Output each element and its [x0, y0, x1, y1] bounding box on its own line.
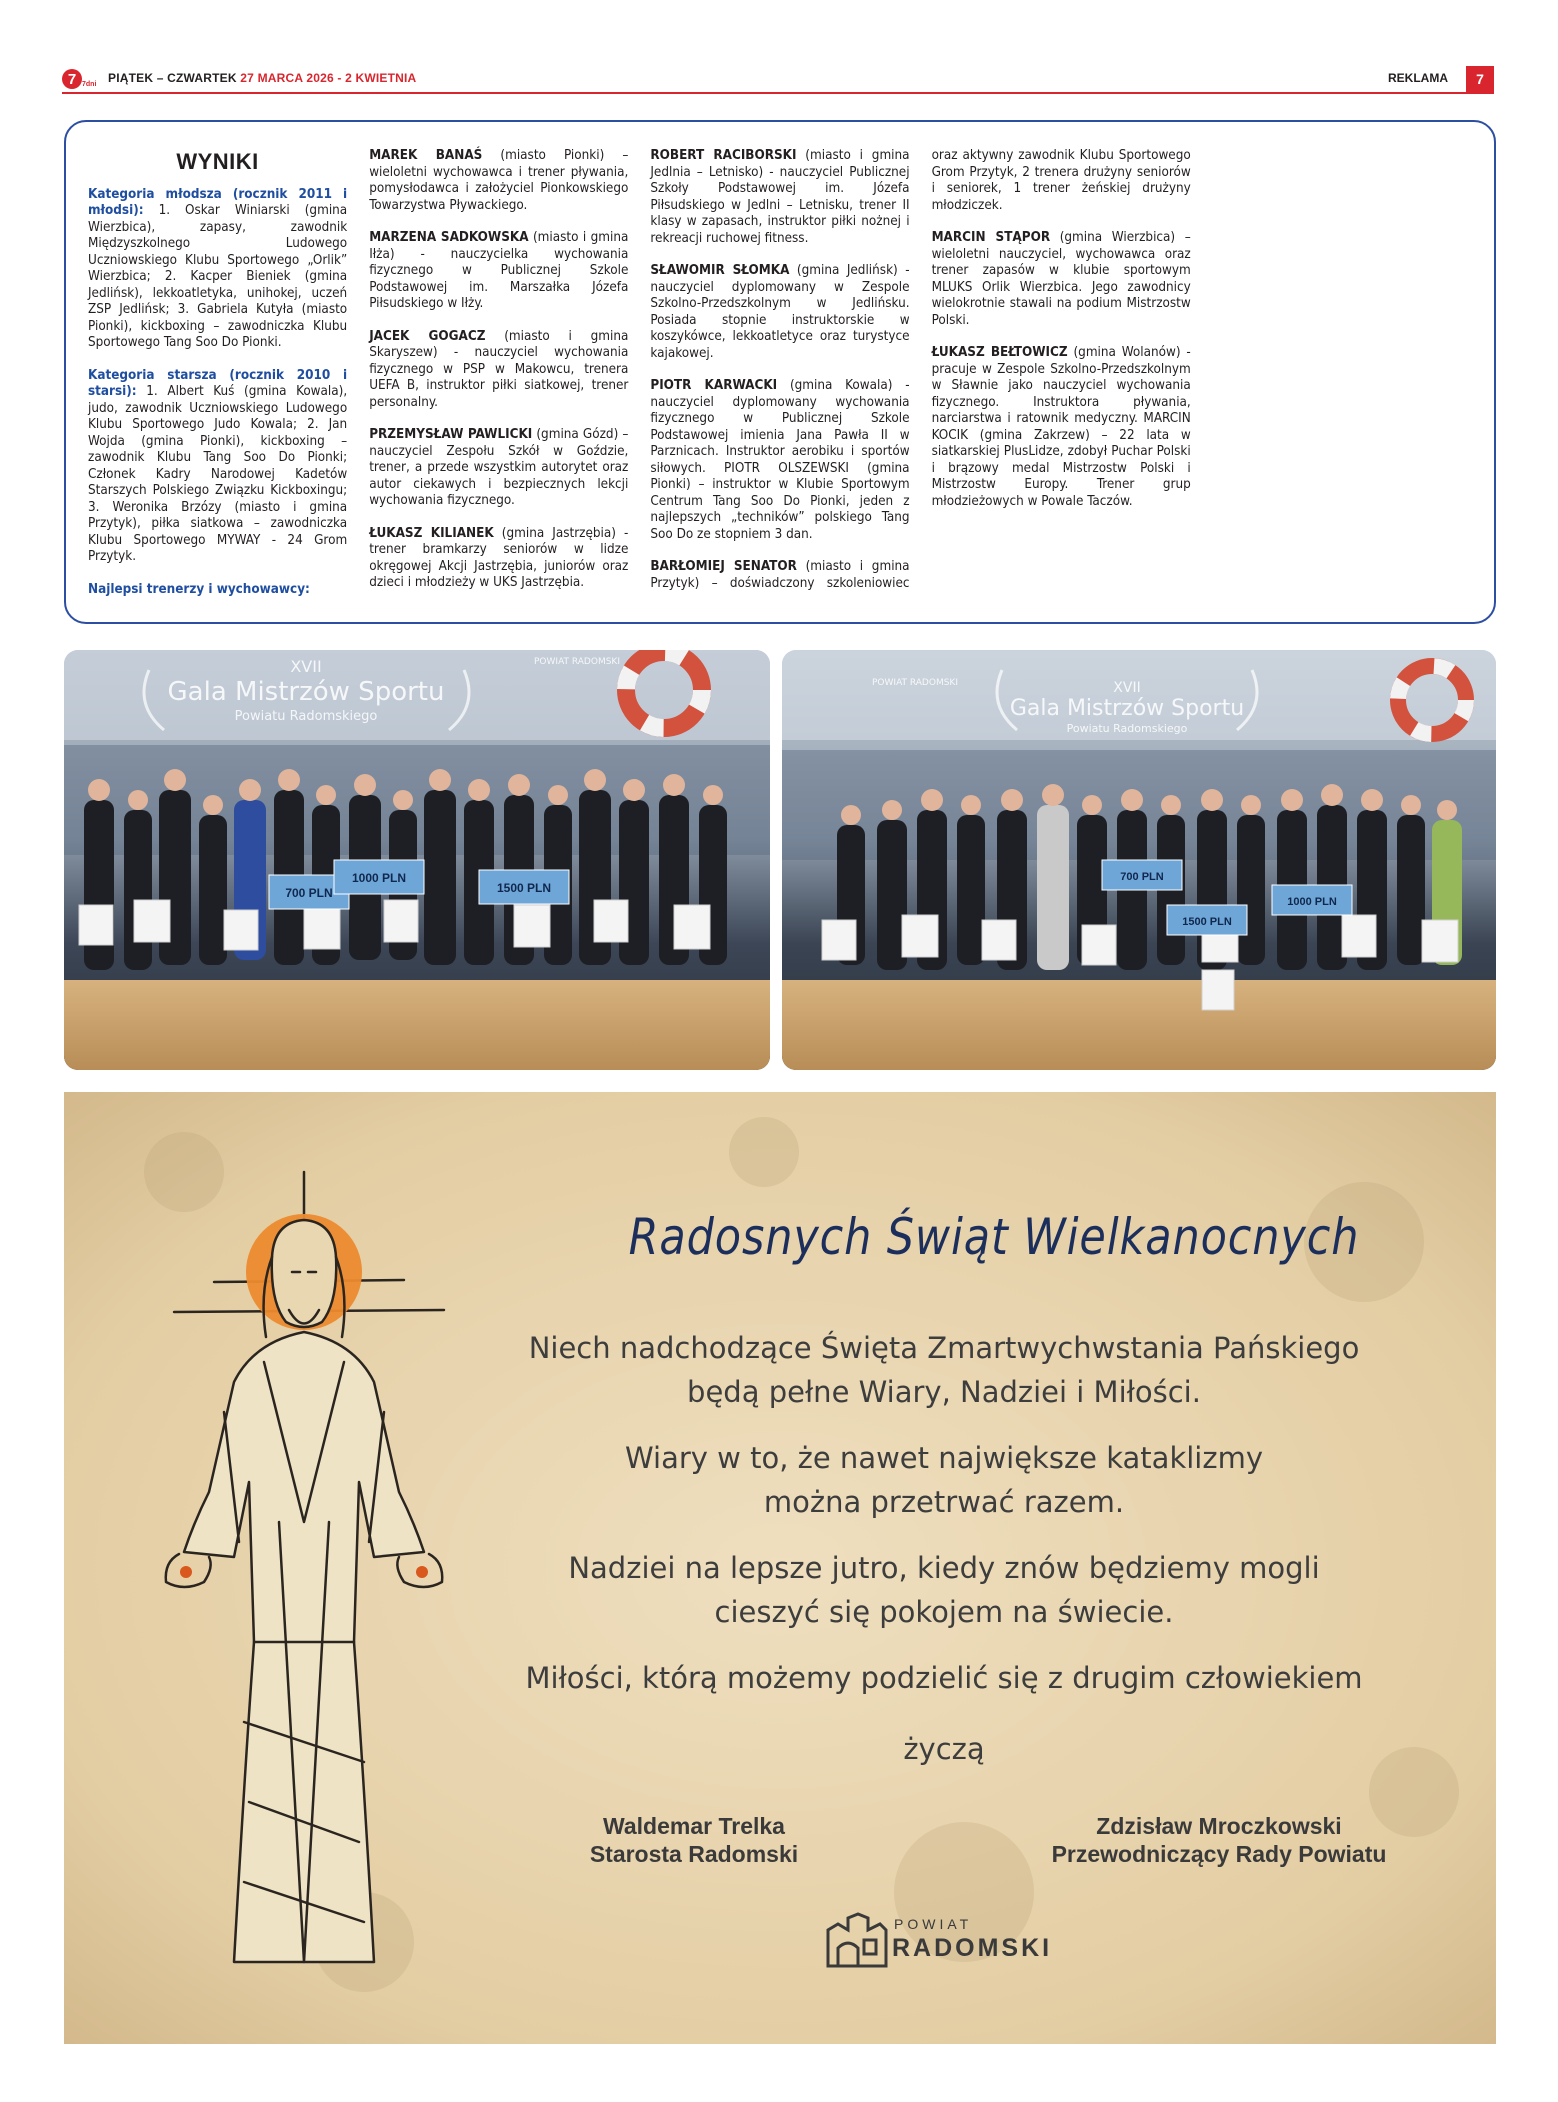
- ad-line: Wiary w to, że nawet największe kataklizmy: [625, 1441, 1263, 1475]
- coach-entry: [932, 345, 1191, 510]
- coach-text: (miasto i gmina Iłża) - nauczycielka wychowania fizycznego w Publicznej Szkole Podstawowej im. Marszałka Józefa Piłsudskiego w Iłży.: [369, 230, 629, 311]
- ad-paragraph-love: [404, 1656, 1484, 1700]
- coach-text: (miasto i gmina Skaryszew) - nauczyciel wychowania fizycznego w PSP w Makowcu, trenera UEFA B, instruktor piłki siatkowej, trener personalny.: [369, 328, 629, 410]
- issue-date: [108, 71, 416, 85]
- ad-paragraph-faith-intro: [404, 1326, 1484, 1414]
- coach-text: (gmina Kowala) - nauczyciel dyplomowany wychowania fizycznego w Publicznej Szkole Podstawowej imienia Jana Pawła II w Parznicach. Instruktor aerobiku i sportów siłowych. PIOTR OLSZEWSKI (gmina Pionki) – instruktor w Klubie Sportowym Centrum Tang Soo Do Pionki, jeden z najlepszych „techników” polskiego Tang Soo Do ze stopniem 3 dan.: [650, 378, 910, 542]
- coach-name: MARZENA SADKOWSKA: [369, 230, 529, 245]
- ad-line: cieszyć się pokojem na świecie.: [714, 1595, 1174, 1629]
- younger-category-heading: Kategoria młodsza (rocznik 2011 i młodsi):: [88, 186, 348, 218]
- coach-name: MAREK BANAŚ: [369, 148, 483, 163]
- prize-card-label: 1500 PLN: [1182, 916, 1232, 928]
- ad-heading: Radosnych Świąt Wielkanocnych: [628, 1208, 1360, 1266]
- coach-name: ŁUKASZ BEŁTOWICZ: [931, 345, 1068, 360]
- prize-card-label: 700 PLN: [285, 886, 333, 900]
- ad-paragraph-faith: [404, 1436, 1484, 1524]
- older-category: [88, 368, 347, 566]
- coach-entry: [650, 148, 909, 247]
- prize-card-label: 1000 PLN: [351, 871, 407, 885]
- coach-text: (gmina Wolanów) - pracuje w Zespole Szkolno-Przedszkolnym w Sławnie jako nauczyciel wychowania fizycznego. Instruktora pływania, narciarstwa i ratownik medyczny. MARCIN KOCIK (gmina Zakrzew) – 22 lata w siatkarskiej PlusLidze, zdobył Puchar Polski i brązowy medal Mistrzostw Polski i Mistrzostw Europy. Trener grup młodzieżowych w Powale Taczów.: [931, 345, 1191, 509]
- page-number: 7: [1466, 66, 1494, 92]
- svg-text:7dni: 7dni: [82, 81, 97, 88]
- results-columns: [88, 148, 1472, 608]
- coach-text: (gmina Wierzbica) – wieloletni nauczyciel, wychowawca oraz trener zapasów w klubie sportowym MLUKS Orlik Wierzbica. Jego zawodnicy wielokrotnie stawali na podium Mistrzostw Polski.: [931, 230, 1191, 328]
- signature-name: Zdzisław Mroczkowski: [1096, 1813, 1342, 1839]
- issue-date-range: 27 MARCA 2026 - 2 KWIETNIA: [240, 71, 417, 85]
- coach-name: PRZEMYSŁAW PAWLICKI: [369, 427, 533, 442]
- coaches-heading: Najlepsi trenerzy i wychowawcy:: [88, 581, 310, 597]
- coach-entry: [369, 230, 628, 313]
- gala-photo-left-illustration: [64, 650, 770, 1070]
- signature-starosta: [544, 1812, 844, 1868]
- coach-entry: [369, 526, 628, 592]
- coach-entry: [650, 263, 909, 362]
- event-brand: POWIAT RADOMSKI: [872, 678, 958, 688]
- signature-chairman: [999, 1812, 1439, 1868]
- gala-photo-right: [782, 650, 1496, 1070]
- signature-role: Starosta Radomski: [589, 1841, 799, 1867]
- ad-line: będą pełne Wiary, Nadziei i Miłości.: [687, 1375, 1201, 1409]
- signature-role: Przewodniczący Rady Powiatu: [1051, 1841, 1387, 1867]
- coaches-section: [88, 582, 347, 599]
- event-subtitle: Powiatu Radomskiego: [1066, 722, 1188, 735]
- newspaper-logo: [62, 68, 102, 90]
- ad-line: Nadziei na lepsze jutro, kiedy znów będziemy mogli: [568, 1551, 1320, 1585]
- results-title: WYNIKI: [176, 149, 259, 174]
- coach-entry: [369, 329, 628, 412]
- coach-name: ŁUKASZ KILIANEK: [369, 525, 494, 541]
- logo-powiat: POWIAT: [894, 1916, 973, 1932]
- coach-name: PIOTR KARWACKI: [650, 378, 778, 393]
- results-box: [64, 120, 1496, 624]
- ad-line: można przetrwać razem.: [763, 1485, 1125, 1519]
- coach-name: BARŁOMIEJ SENATOR: [650, 559, 797, 574]
- gala-photo-left: [64, 650, 770, 1070]
- coach-entry: [369, 148, 628, 214]
- coach-text: (gmina Gózd) – nauczyciel Zespołu Szkół w Goździe, trener, a przede wszystkim autorytet oraz autor ciekawych i bezpiecznych lekcji wychowania fizycznego.: [369, 427, 629, 508]
- coach-text: (gmina Jastrzębia) - trener bramkarzy seniorów w lidze okręgowej Akcji Jastrzębia, juniorów oraz dzieci i młodzieży w UKS Jastrzębia.: [369, 525, 629, 590]
- event-edition: XVII: [1113, 680, 1141, 696]
- ad-line: Miłości, którą możemy podzielić się z drugim człowiekiem: [525, 1661, 1363, 1695]
- easter-advertisement: [64, 1092, 1496, 2044]
- coach-text: (miasto Pionki) – wieloletni wychowawca i trener pływania, pomysłodawca i założyciel Pionkowskiego Towarzystwa Pływackiego.: [369, 148, 629, 213]
- prize-card-label: 1500 PLN: [496, 881, 552, 895]
- prize-card-label: 700 PLN: [1120, 871, 1164, 883]
- issue-days: PIĄTEK – CZWARTEK: [108, 71, 237, 85]
- coach-name: JACEK GOGACZ: [369, 328, 486, 344]
- older-category-heading: Kategoria starsza (rocznik 2010 i starsi):: [88, 367, 348, 399]
- event-subtitle: Powiatu Radomskiego: [234, 709, 378, 724]
- coach-entry: [932, 230, 1191, 329]
- coach-name: MARCIN STĄPOR: [931, 230, 1051, 245]
- coach-text: (miasto i gmina Jedlnia – Letnisko) - nauczyciel Publicznej Szkoły Podstawowej im. Józefa Piłsudskiego w Jedlni – Letnisku, trener II klasy w zapasach, instruktor piłki nożnej i rekreacji ruchowej fitness.: [650, 148, 910, 246]
- svg-text:7: 7: [67, 71, 77, 88]
- coach-entry: [650, 378, 909, 543]
- event-edition: XVII: [290, 657, 322, 676]
- younger-category: [88, 187, 347, 352]
- page-header: [62, 66, 1494, 94]
- logo-radomski: RADOMSKI: [892, 1934, 1053, 1962]
- gala-photo-right-illustration: [782, 650, 1496, 1070]
- event-title: Gala Mistrzów Sportu: [167, 677, 445, 707]
- coach-name: ROBERT RACIBORSKI: [650, 148, 797, 163]
- coach-name: SŁAWOMIR SŁOMKA: [650, 263, 790, 278]
- event-brand: POWIAT RADOMSKI: [534, 657, 620, 667]
- ad-line: Niech nadchodzące Święta Zmartwychwstania Pańskiego: [528, 1331, 1360, 1365]
- coach-text: (gmina Jedlińsk) - nauczyciel dyplomowany w Zespole Szkolno-Przedszkolnym w Jedlińsku. Posiada stopnie instruktorskie w koszykówce, lekkoatletyce oraz turystyce kajakowej.: [650, 263, 910, 361]
- younger-category-text: 1. Oskar Winiarski (gmina Wierzbica), zapasy, zawodnik Międzyszkolnego Ludowego Uczniowskiego Klubu Sportowego „Orlik” Wierzbica; 2. Kacper Bieniek (gmina Jedlińsk), lekkoatletyka, unihokej, uczeń ZSP Jedlińsk; 3. Gabriela Kutyła (miasto Pionki), kickboxing – zawodniczka Klubu Sportowego Tang Soo Do Pionki.: [88, 203, 348, 350]
- coach-entry: [369, 427, 628, 510]
- ad-wish: życzą: [903, 1732, 985, 1766]
- event-title: Gala Mistrzów Sportu: [1009, 696, 1245, 721]
- prize-card-label: 1000 PLN: [1287, 896, 1337, 908]
- ad-paragraph-hope: [404, 1546, 1484, 1634]
- section-label: REKLAMA: [1388, 71, 1448, 85]
- signature-name: Waldemar Trelka: [603, 1813, 785, 1839]
- older-category-text: 1. Albert Kuś (gmina Kowala), judo, zawodnik Uczniowskiego Ludowego Klubu Sportowego Judo Kowala; 2. Jan Wojda (gmina Pionki), kickboxing – zawodnik Klubu Tang Soo Do Pionki; Członek Kadry Narodowej Kadetów Starszych Polskiego Związku Kickboxingu; 3. Weronika Brzózy (miasto i gmina Przytyk), piłka siatkowa – zawodniczka Klubu Sportowego MYWAY - 24 Grom Przytyk.: [88, 384, 348, 564]
- coach-text: (miasto i gmina Przytyk) – doświadczony szkoleniowiec oraz aktywny zawodnik Klubu Sportowego Grom Przytyk, 2 trenera drużyny seniorów i seniorek, 1 trener żeńskiej drużyny młodziczek.: [650, 148, 1191, 591]
